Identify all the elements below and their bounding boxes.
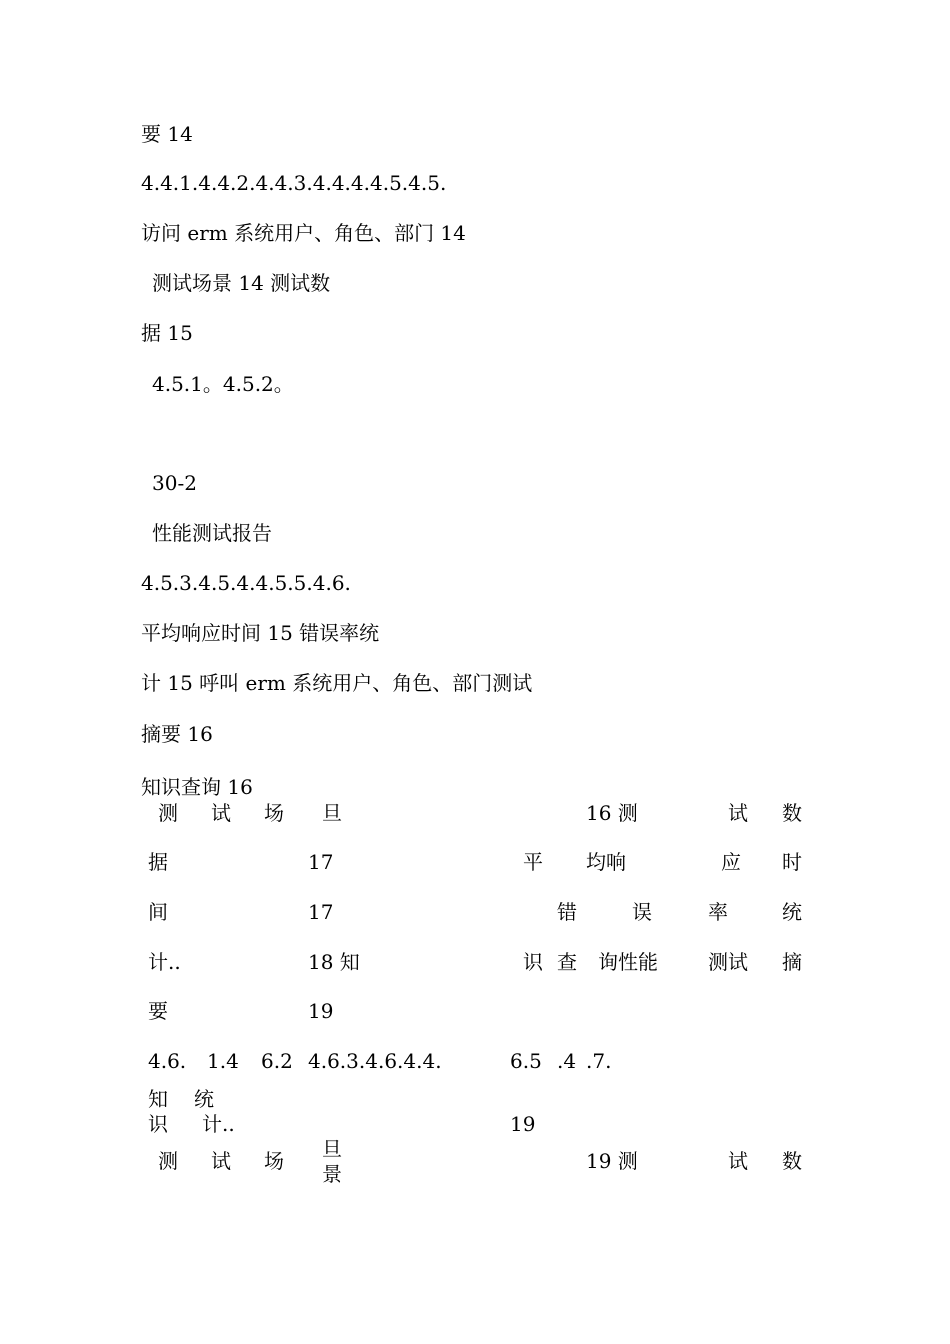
toc-line: 测试场景 14 测试数	[152, 271, 331, 295]
table-cell: 统	[782, 900, 802, 924]
table-cell: 场	[264, 801, 284, 825]
toc-line: 4.5.1。4.5.2。	[152, 372, 294, 396]
table-cell: 18 知	[308, 950, 360, 974]
table-cell: .7.	[586, 1049, 612, 1073]
table-cell: 4.6.	[148, 1049, 187, 1073]
table-cell: 试	[211, 1149, 231, 1173]
table-cell: 19	[308, 999, 334, 1023]
toc-line: 计 15 呼叫 erm 系统用户、角色、部门测试	[141, 671, 533, 695]
toc-line: 摘要 16	[141, 722, 213, 746]
toc-line: 要 14	[141, 122, 193, 146]
table-cell: 旦	[322, 801, 342, 823]
table-cell: 平	[523, 850, 543, 874]
toc-line: 4.4.1.4.4.2.4.4.3.4.4.4.4.5.4.5.	[141, 171, 447, 195]
table-cell: 旦	[322, 1137, 342, 1161]
table-cell: 测	[158, 801, 178, 825]
table-cell: 识	[523, 950, 543, 974]
table-cell: 试	[728, 1149, 748, 1173]
table-cell: 1.4	[207, 1049, 239, 1073]
table-cell: 19	[510, 1112, 536, 1136]
table-cell: 知	[148, 1087, 168, 1111]
table-cell: 测试	[708, 950, 748, 974]
table-cell: 时	[782, 850, 802, 874]
table-cell: 查	[557, 950, 577, 974]
table-cell: 要	[148, 999, 168, 1023]
page-number-marker: 30-2	[152, 471, 197, 495]
toc-line: 访问 erm 系统用户、角色、部门 14	[141, 221, 466, 245]
table-cell: 19 测	[586, 1149, 638, 1173]
table-cell: 均响	[586, 850, 626, 874]
table-cell: 据	[148, 850, 168, 874]
table-cell: 17	[308, 900, 334, 924]
table-cell: 率	[708, 900, 728, 924]
table-cell: 6.2	[261, 1049, 293, 1073]
toc-line: 平均响应时间 15 错误率统	[141, 621, 380, 645]
table-cell: 17	[308, 850, 334, 874]
table-cell: 数	[782, 801, 802, 825]
table-cell: 统	[194, 1087, 214, 1111]
toc-line: 知识查询 16	[141, 775, 253, 799]
table-cell: .4	[557, 1049, 577, 1073]
table-cell: 询性能	[598, 950, 658, 974]
table-cell: 计..	[202, 1112, 235, 1136]
section-title: 性能测试报告	[152, 521, 272, 545]
table-cell: 错	[557, 900, 577, 924]
toc-line: 据 15	[141, 321, 193, 345]
table-cell: 测	[158, 1149, 178, 1173]
table-cell: 摘	[782, 950, 802, 974]
table-cell: 间	[148, 900, 168, 924]
table-cell: 识	[148, 1112, 168, 1136]
table-cell: 数	[782, 1149, 802, 1173]
toc-line: 4.5.3.4.5.4.4.5.5.4.6.	[141, 571, 351, 595]
table-cell: 计..	[148, 950, 181, 974]
table-cell: 景	[322, 1162, 342, 1186]
table-cell: 应	[721, 850, 741, 874]
table-cell: 场	[264, 1149, 284, 1173]
table-cell: 16 测	[586, 801, 638, 825]
table-cell: 试	[728, 801, 748, 825]
table-cell: 4.6.3.4.6.4.4.	[308, 1049, 442, 1073]
table-cell: 误	[632, 900, 652, 924]
table-cell: 试	[211, 801, 231, 825]
table-cell: 6.5	[510, 1049, 542, 1073]
